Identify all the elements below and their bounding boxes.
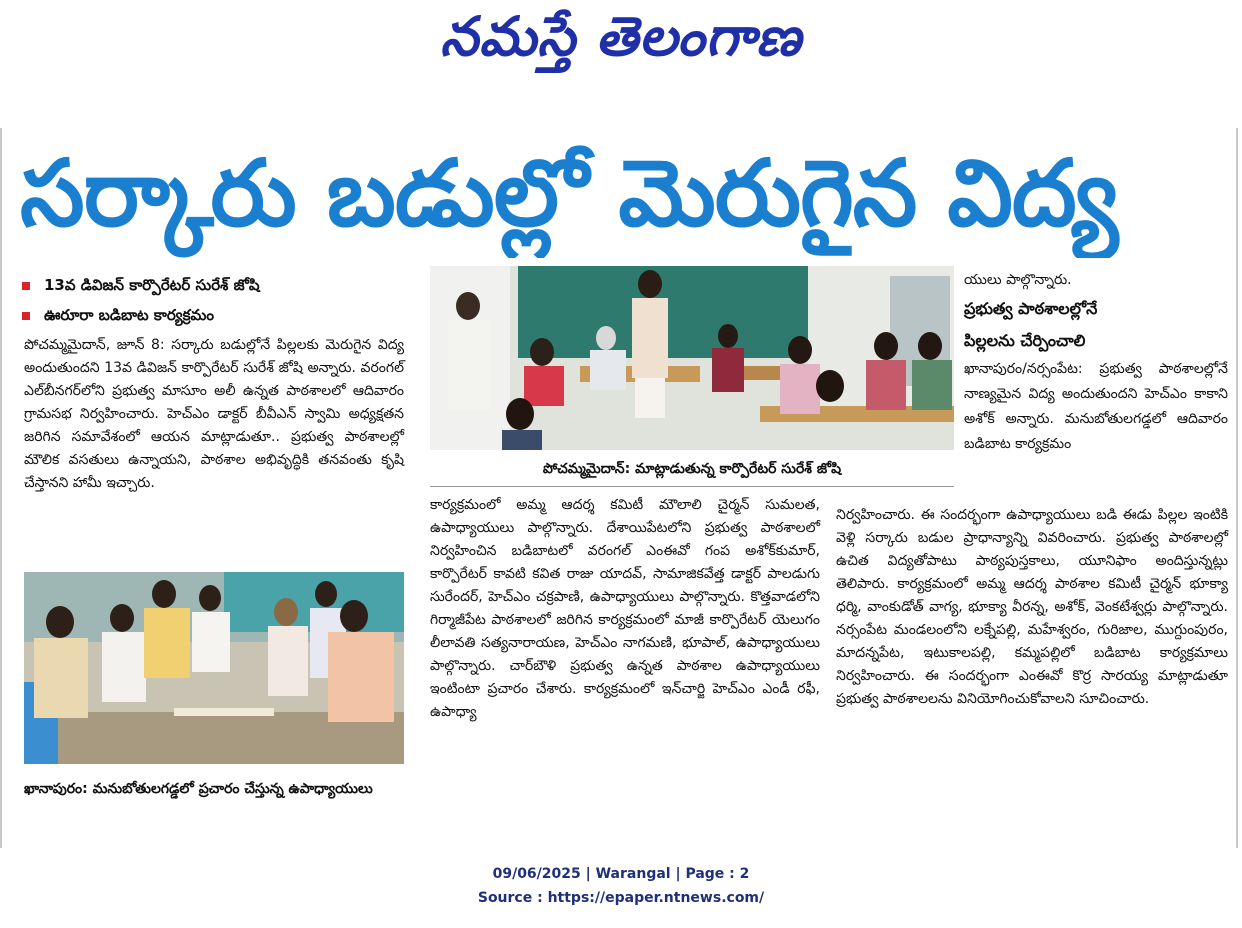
subheading-line: పిల్లలను చేర్పించాలి xyxy=(964,331,1086,350)
article-headline: సర్కారు బడుల్లో మెరుగైన విద్య xyxy=(20,140,1118,247)
highlight-bullets xyxy=(22,270,417,330)
page-footer xyxy=(0,862,1242,910)
bullet-square-icon xyxy=(22,312,30,320)
paragraph: ఖానాపురం/నర్సంపేట: ప్రభుత్వ పాఠశాలల్లోనే నాణ్యమైన విద్య అందుతుందని హెచ్‌ఎం కాకాని అశోక్ అన్నారు. మనుబోతులగడ్డలో ఆదివారం బడిబాట కార్యక్రమం xyxy=(964,361,1228,452)
paragraph-continuation: యులు పాల్గొన్నారు. xyxy=(964,272,1072,288)
paragraph: కార్యక్రమంలో అమ్మ ఆదర్శ కమిటీ మౌలాలి చైర్మన్ సుమలత, ఉపాధ్యాయులు పాల్గొన్నారు. దేశాయిపేటలోని ప్రభుత్వ పాఠశాలలో నిర్వహించిన బడిబాటలో వరంగల్ ఎంఈవో గంప అశోక్‌కుమార్, కార్పొరేటర్ కావటి కవిత రాజు యాదవ్, సామాజికవేత్త డాక్టర్ పాలడుగు సురేందర్, హెచ్‌ఎం చక్రపాణి, ఉపాధ్యాయులు పాల్గొన్నారు. కొత్తవాడలోని గిర్మాజీపేట పాఠశాలలో జరిగిన కార్యక్రమంలో మాజీ కార్పొరేటర్ యెలుగం లీలావతి సత్యనారాయణ, హెచ్‌ఎం నాగమణి, భూపాల్, ఉపాధ్యాయులు పాల్గొన్నారు. చార్‌బౌళి ప్రభుత్వ ఉన్నత పాఠశాల ఉపాధ్యాయులు ఇంటింటా ప్రచారం చేశారు. కార్యక్రమంలో ఇన్‌చార్జి హెచ్‌ఎం ఎండీ రఫీ, ఉపాధ్యా xyxy=(430,497,820,720)
photo-classroom-meeting xyxy=(430,266,954,450)
campaign-photo-image xyxy=(24,572,404,764)
bullet-item xyxy=(22,270,417,300)
page-border-right xyxy=(1236,128,1238,848)
bullet-text: ఊరూరా బడిబాట కార్యక్రమం xyxy=(44,306,214,324)
paragraph: పోచమ్మమైదాన్, జూన్ 8: సర్కారు బడుల్లోనే పిల్లలకు మెరుగైన విద్య అందుతుందని 13వ డివిజన్ కార్పొరేటర్ సురేశ్ జోషి అన్నారు. వరంగల్ ఎల్‌బీనగర్‌లోని ప్రభుత్వ మాసూం అలీ ఉన్నత పాఠశాలలో ఆదివారం గ్రామసభ నిర్వహించారు. హెచ్‌ఎం డాక్టర్ బీవీఎన్ స్వామి అధ్యక్షతన జరిగిన సమావేశంలో ఆయన మాట్లాడుతూ.. ప్రభుత్వ పాఠశాలల్లో మౌలిక వసతులు ఉన్నాయని, పాఠశాల అభివృద్ధికి తనవంతు కృషి చేస్తానని హామీ ఇచ్చారు. xyxy=(24,337,404,491)
bullet-text: 13వ డివిజన్ కార్పొరేటర్ సురేశ్ జోషి xyxy=(44,276,260,294)
bullet-item xyxy=(22,300,417,330)
subheading-line: ప్రభుత్వ పాఠశాలల్లోనే xyxy=(964,299,1098,318)
article-column-left xyxy=(24,334,404,495)
newspaper-logo: నమస్తే తెలంగాణ xyxy=(440,4,802,68)
photo-caption-bottom: ఖానాపురం: మనుబోతులగడ్డలో ప్రచారం చేస్తున్న ఉపాధ్యాయులు xyxy=(24,781,373,797)
photo-teachers-campaign xyxy=(24,572,404,764)
bullet-square-icon xyxy=(22,282,30,290)
edition-info: 09/06/2025 | Warangal | Page : 2 xyxy=(492,866,750,882)
photo-caption-top: పోచమ్మమైదాన్: మాట్లాడుతున్న కార్పొరేటర్ సురేశ్ జోషి xyxy=(430,456,954,487)
masthead xyxy=(0,0,1242,92)
source-link: Source : https://epaper.ntnews.com/ xyxy=(477,890,765,906)
article-column-right-top xyxy=(964,268,1228,457)
classroom-photo-image xyxy=(430,266,954,450)
article-column-right xyxy=(836,504,1228,711)
paragraph: నిర్వహించారు. ఈ సందర్భంగా ఉపాధ్యాయులు బడి ఈడు పిల్లల ఇంటికి వెళ్లి సర్కారు బడుల ప్రాధాన్యాన్ని వివరించారు. ప్రభుత్వ పాఠశాలల్లో ఉచిత విద్యతోపాటు పాఠ్యపుస్తకాలు, యూనిఫాం అందిస్తున్నట్లు తెలిపారు. కార్యక్రమంలో అమ్మ ఆదర్శ పాఠశాల కమిటీ చైర్మన్ భూక్యా ధర్మి, వాంకుడోత్ వాగ్య, భూక్యా వీరన్న, అశోక్, వెంకటేశ్వర్లు పాల్గొన్నారు. నర్సంపేట మండలంలోని లక్నేపల్లి, మహేశ్వరం, గురిజాల, ముగ్దుంపురం, మాదన్నపేట, ఇటుకాలపల్లి, కమ్మపల్లిలో బడిబాట కార్యక్రమాలు నిర్వహించారు. ఈ సందర్భంగా ఎంఈవో కొర్ర సారయ్య మాట్లాడుతూ ప్రభుత్వ పాఠశాలలను వినియోగించుకోవాలని సూచించారు. xyxy=(836,507,1228,707)
page-border-left xyxy=(0,128,2,848)
article-column-middle xyxy=(430,494,820,724)
